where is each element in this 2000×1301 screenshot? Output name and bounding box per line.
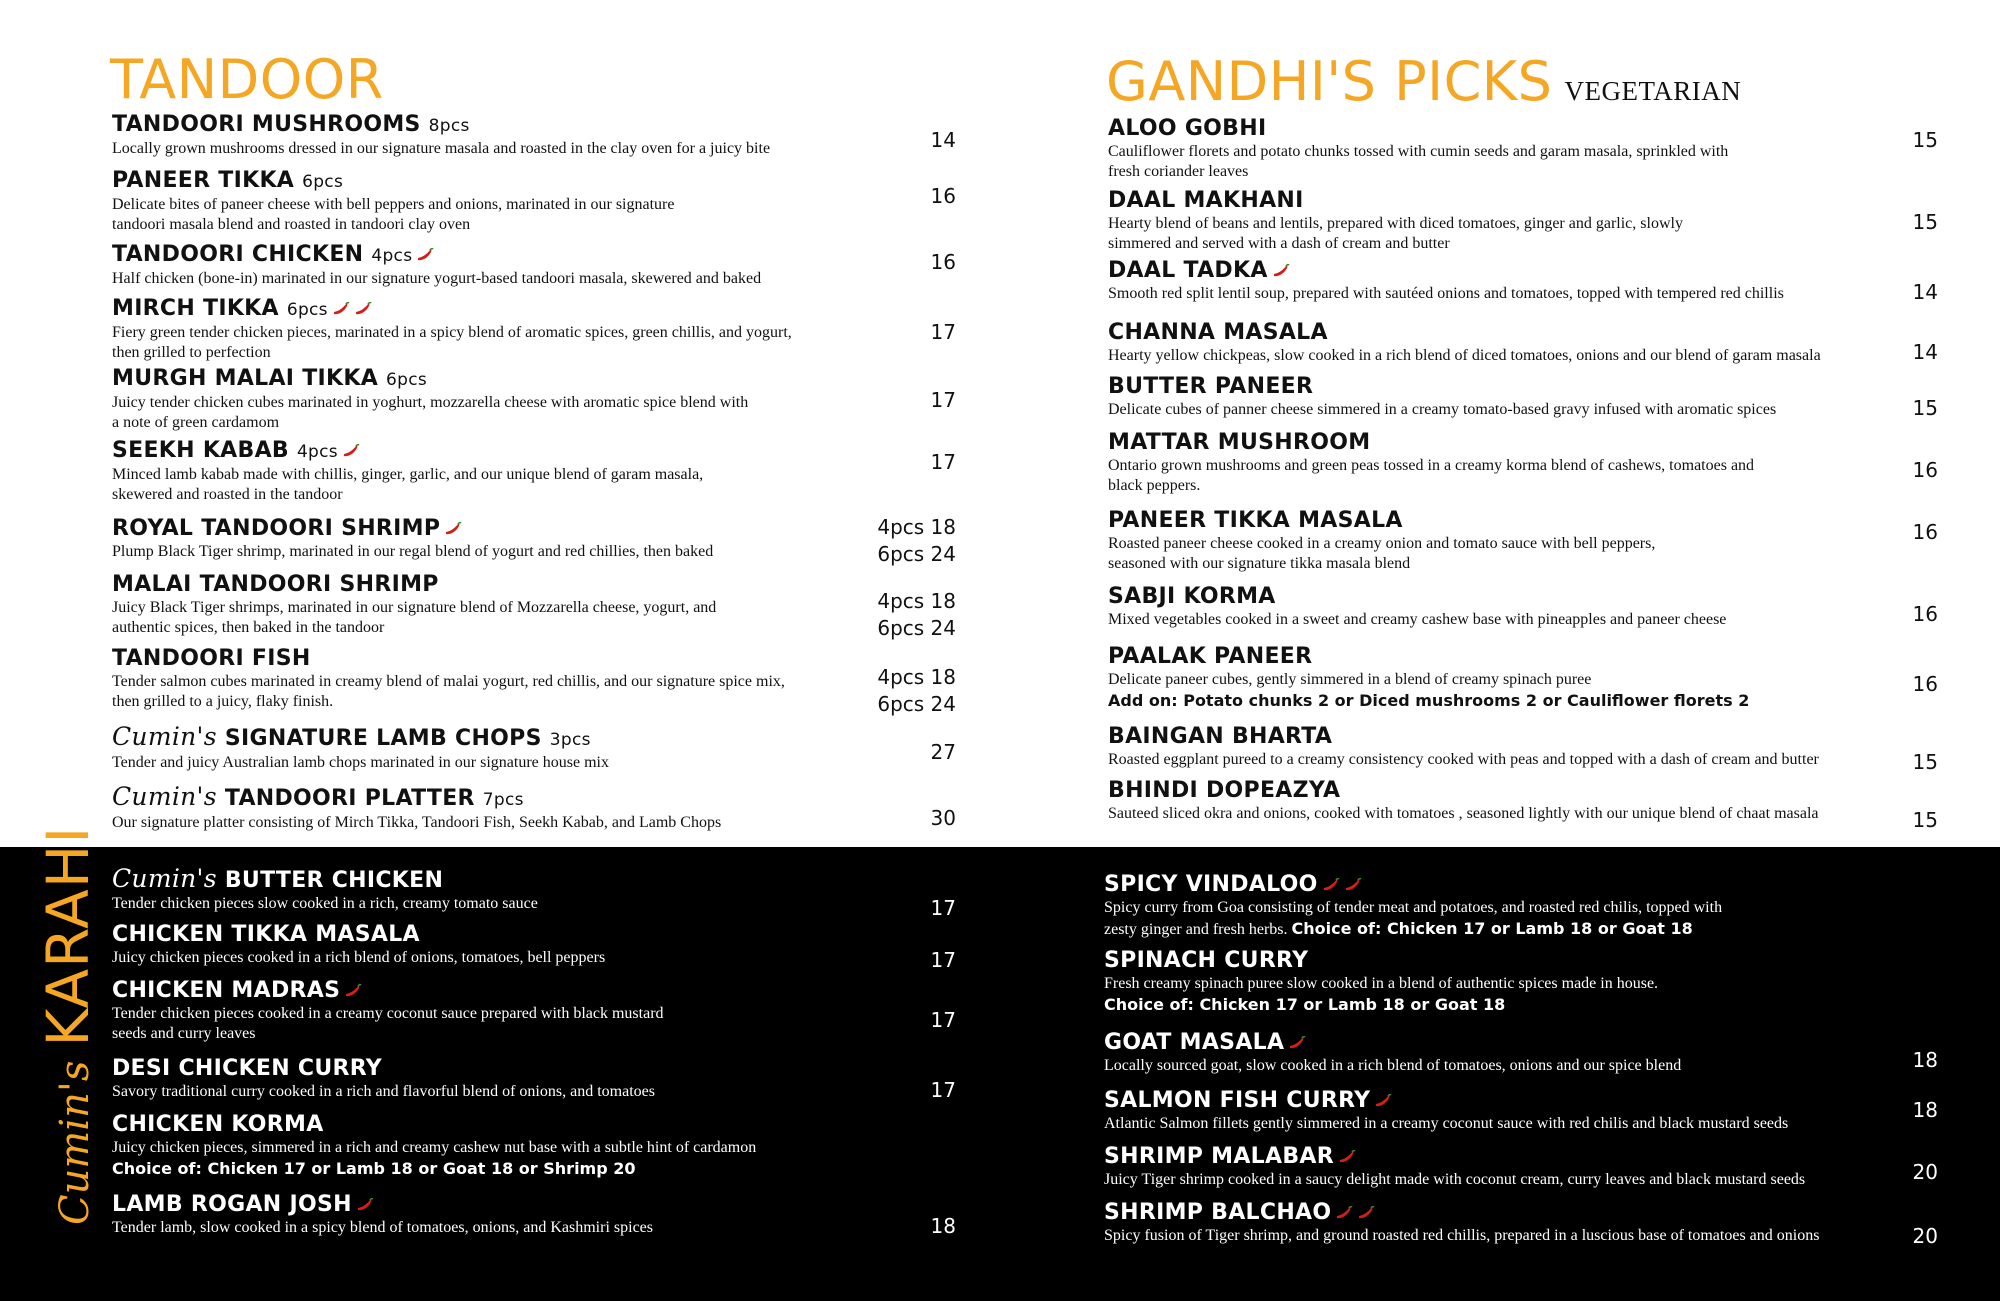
- item-description: Mixed vegetables cooked in a sweet and creamy cashew base with pineapples and paneer cheese: [1108, 611, 1727, 628]
- item-name-row: [112, 646, 872, 672]
- item-description: Roasted eggplant pureed to a creamy consistency cooked with peas and topped with a dash of cream and butter: [1108, 751, 1819, 768]
- item-description: Juicy tender chicken cubes marinated in yoghurt, mozzarella cheese with aromatic spice blend with: [112, 394, 749, 411]
- item-addon: Choice of: Chicken 17 or Lamb 18 or Goat 18 or Shrimp 20: [112, 1159, 636, 1178]
- menu-item: [1104, 948, 1894, 1016]
- item-price: 17: [930, 388, 956, 412]
- menu-item: [112, 168, 872, 235]
- item-price: 14: [1912, 340, 1938, 364]
- karahi-vertical-label: [34, 826, 102, 1225]
- item-description: Tender chicken pieces slow cooked in a rich, creamy tomato sauce: [112, 895, 538, 912]
- item-description: Tender chicken pieces cooked in a creamy coconut sauce prepared with black mustard: [112, 1005, 664, 1022]
- item-description: then grilled to a juicy, flaky finish.: [112, 693, 334, 710]
- item-price-option: 4pcs 18: [877, 589, 956, 613]
- item-description: Delicate paneer cubes, gently simmered in a blend of creamy spinach puree: [1108, 671, 1592, 688]
- item-name: SPINACH CURRY: [1104, 948, 1309, 973]
- item-name: DAAL MAKHANI: [1108, 188, 1304, 213]
- menu-item: [112, 242, 872, 289]
- item-quantity: 6pcs: [302, 172, 344, 192]
- item-name-row: [1108, 374, 1888, 400]
- item-price: 15: [1912, 808, 1938, 832]
- menu-item: [1108, 778, 1888, 824]
- item-name: TANDOORI CHICKEN: [112, 242, 364, 267]
- item-name: PAALAK PANEER: [1108, 644, 1313, 669]
- chili-pepper-icon: [342, 444, 360, 458]
- item-name: DESI CHICKEN CURRY: [112, 1056, 383, 1081]
- item-price: 16: [1912, 672, 1938, 696]
- item-price-options: [866, 588, 956, 642]
- item-name-row: [1104, 1144, 1894, 1170]
- gandhis-picks-heading: [1106, 50, 1741, 113]
- item-name-row: [112, 296, 872, 323]
- menu-item: [1108, 320, 1888, 366]
- item-price: 18: [930, 1214, 956, 1238]
- item-description: Our signature platter consisting of Mirch Tikka, Tandoori Fish, Seekh Kabab, and Lamb Chops: [112, 814, 722, 831]
- item-name-row: [1104, 1088, 1894, 1114]
- item-quantity: 3pcs: [549, 730, 591, 750]
- item-price: 27: [930, 740, 956, 764]
- item-description: Fiery green tender chicken pieces, marinated in a spicy blend of aromatic spices, green chillis, and yogurt,: [112, 324, 792, 341]
- item-price: 15: [1912, 750, 1938, 774]
- item-description: Fresh creamy spinach puree slow cooked in a blend of authentic spices made in house.: [1104, 975, 1659, 992]
- menu-item: [1104, 1200, 1894, 1246]
- item-name-row: [112, 724, 872, 753]
- menu-item: [1108, 644, 1888, 712]
- item-description: Atlantic Salmon fillets gently simmered in a creamy coconut sauce with red chilis and black mustard seeds: [1104, 1115, 1789, 1132]
- menu-item: [112, 1056, 872, 1102]
- menu-item: [1108, 508, 1888, 574]
- gandhis-picks-title: GANDHI'S PICKS: [1106, 50, 1553, 113]
- item-description: Minced lamb kabab made with chillis, ginger, garlic, and our unique blend of garam masala,: [112, 466, 704, 483]
- brand-script: Cumin's: [112, 722, 217, 751]
- item-name-row: [1108, 584, 1888, 610]
- item-description: fresh coriander leaves: [1108, 163, 1249, 180]
- item-name-row: [112, 438, 872, 465]
- item-quantity: 6pcs: [286, 300, 328, 320]
- item-name-row: [1108, 116, 1888, 142]
- chili-pepper-icon: [1322, 878, 1340, 892]
- item-description: Juicy Tiger shrimp cooked in a saucy delight made with coconut cream, curry leaves and black mustard seeds: [1104, 1171, 1806, 1188]
- item-description: tandoori masala blend and roasted in tandoori clay oven: [112, 216, 471, 233]
- item-name-row: [1108, 258, 1888, 284]
- item-description: simmered and served with a dash of cream and butter: [1108, 235, 1450, 252]
- item-name-row: [1108, 320, 1888, 346]
- item-description: seeds and curry leaves: [112, 1025, 256, 1042]
- item-name: TANDOORI MUSHROOMS: [112, 112, 421, 137]
- karahi-word: KARAHI: [34, 825, 102, 1047]
- chili-pepper-icon: [1272, 264, 1290, 278]
- item-description: zesty ginger and fresh herbs.: [1104, 921, 1288, 938]
- item-name-row: [1108, 508, 1888, 534]
- item-price: 16: [930, 250, 956, 274]
- item-name: MALAI TANDOORI SHRIMP: [112, 572, 439, 597]
- item-name-row: [112, 1192, 872, 1218]
- item-name: SALMON FISH CURRY: [1104, 1088, 1371, 1113]
- item-name: SHRIMP BALCHAO: [1104, 1200, 1332, 1225]
- item-price: 17: [930, 320, 956, 344]
- menu-item: [1108, 584, 1888, 630]
- menu-item: [112, 112, 872, 159]
- item-price: 15: [1912, 128, 1938, 152]
- item-name-row: [1104, 1200, 1894, 1226]
- chili-pepper-icon: [354, 302, 372, 316]
- item-description: a note of green cardamom: [112, 414, 280, 431]
- vegetarian-subheading: VEGETARIAN: [1564, 76, 1742, 106]
- item-description: Juicy Black Tiger shrimps, marinated in our signature blend of Mozzarella cheese, yogurt, and: [112, 599, 717, 616]
- menu-item: [1108, 116, 1888, 182]
- item-description: skewered and roasted in the tandoor: [112, 486, 343, 503]
- item-description: Cauliflower florets and potato chunks tossed with cumin seeds and garam masala, sprinkled with: [1108, 143, 1729, 160]
- chili-pepper-icon: [1335, 1206, 1353, 1220]
- menu-item: [1104, 1144, 1894, 1190]
- menu-item: [112, 866, 872, 914]
- karahi-brand: Cumin's: [52, 1060, 98, 1225]
- menu-item: [1108, 430, 1888, 496]
- item-description: then grilled to perfection: [112, 344, 271, 361]
- item-name: PANEER TIKKA: [112, 168, 295, 193]
- item-price: 20: [1912, 1160, 1938, 1184]
- menu-item: [112, 724, 872, 773]
- item-price: 17: [930, 450, 956, 474]
- item-name: SABJI KORMA: [1108, 584, 1276, 609]
- item-name: SIGNATURE LAMB CHOPS: [224, 726, 542, 751]
- item-name: BUTTER CHICKEN: [224, 868, 444, 893]
- chili-pepper-icon: [1344, 878, 1362, 892]
- chili-pepper-icon: [444, 522, 462, 536]
- item-price: 15: [1912, 210, 1938, 234]
- chili-pepper-icon: [416, 248, 434, 262]
- item-name: DAAL TADKA: [1108, 258, 1268, 283]
- menu-item: [112, 978, 872, 1044]
- item-name-row: [1108, 430, 1888, 456]
- item-price: 30: [930, 806, 956, 830]
- item-description: Delicate bites of paneer cheese with bell peppers and onions, marinated in our signature: [112, 196, 675, 213]
- item-name-row: [112, 366, 872, 393]
- item-name: MATTAR MUSHROOM: [1108, 430, 1371, 455]
- item-price: 17: [930, 948, 956, 972]
- item-name: BAINGAN BHARTA: [1108, 724, 1333, 749]
- item-name: GOAT MASALA: [1104, 1030, 1285, 1055]
- menu-item: [1104, 1030, 1894, 1076]
- menu-item: [1108, 258, 1888, 304]
- item-name: MURGH MALAI TIKKA: [112, 366, 379, 391]
- item-description: Smooth red split lentil soup, prepared with sautéed onions and tomatoes, topped with tempered red chillis: [1108, 285, 1784, 302]
- item-price: 16: [930, 184, 956, 208]
- item-description: Half chicken (bone-in) marinated in our signature yogurt-based tandoori masala, skewered and baked: [112, 270, 762, 287]
- item-name: CHICKEN TIKKA MASALA: [112, 922, 420, 947]
- menu-item: [1108, 188, 1888, 254]
- item-price-options: [866, 664, 956, 718]
- item-name-row: [112, 572, 872, 598]
- brand-script: Cumin's: [112, 864, 217, 893]
- item-name-row: [1104, 872, 1894, 898]
- item-name: LAMB ROGAN JOSH: [112, 1192, 352, 1217]
- menu-item: [112, 1112, 872, 1180]
- item-price: 20: [1912, 1224, 1938, 1248]
- item-name: SHRIMP MALABAR: [1104, 1144, 1334, 1169]
- item-quantity: 6pcs: [386, 370, 428, 390]
- item-price: 16: [1912, 458, 1938, 482]
- item-description: Locally sourced goat, slow cooked in a rich blend of tomatoes, onions and our spice blend: [1104, 1057, 1682, 1074]
- item-description: Spicy fusion of Tiger shrimp, and ground roasted red chillis, prepared in a luscious base of tomatoes and onions: [1104, 1227, 1820, 1244]
- menu-item: [112, 922, 872, 968]
- item-choice: Choice of: Chicken 17 or Lamb 18 or Goat 18: [1291, 919, 1693, 938]
- item-description: Locally grown mushrooms dressed in our signature masala and roasted in the clay oven for a juicy bite: [112, 140, 771, 157]
- chili-pepper-icon: [1288, 1036, 1306, 1050]
- item-name-row: [112, 242, 872, 269]
- item-name: CHICKEN MADRAS: [112, 978, 341, 1003]
- item-name-row: [112, 922, 872, 948]
- menu-item: [1104, 1088, 1894, 1134]
- item-name: SEEKH KABAB: [112, 438, 289, 463]
- item-addon: Choice of: Chicken 17 or Lamb 18 or Goat 18: [1104, 995, 1506, 1014]
- item-name: MIRCH TIKKA: [112, 296, 279, 321]
- item-price-option: 6pcs 24: [877, 542, 956, 566]
- item-description: Ontario grown mushrooms and green peas tossed in a creamy korma blend of cashews, tomatoes and: [1108, 457, 1755, 474]
- item-description: Juicy chicken pieces, simmered in a rich and creamy cashew nut base with a subtle hint of cardamon: [112, 1139, 757, 1156]
- item-price: 18: [1912, 1048, 1938, 1072]
- menu-item: [1108, 374, 1888, 420]
- item-price: 16: [1912, 520, 1938, 544]
- menu-item: [112, 516, 872, 562]
- item-name-row: [112, 516, 872, 542]
- item-name-row: [112, 978, 872, 1004]
- item-price: 15: [1912, 396, 1938, 420]
- menu-item: [112, 646, 872, 712]
- item-name-row: [112, 112, 872, 139]
- item-name-row: [1104, 948, 1894, 974]
- chili-pepper-icon: [356, 1198, 374, 1212]
- chili-pepper-icon: [1338, 1150, 1356, 1164]
- item-price: 18: [1912, 1098, 1938, 1122]
- item-name-row: [112, 168, 872, 195]
- item-description: Hearty blend of beans and lentils, prepared with diced tomatoes, ginger and garlic, slowly: [1108, 215, 1683, 232]
- item-price: 14: [1912, 280, 1938, 304]
- item-name: PANEER TIKKA MASALA: [1108, 508, 1403, 533]
- item-name-row: [112, 784, 872, 813]
- item-name-row: [112, 1112, 872, 1138]
- item-price: 17: [930, 896, 956, 920]
- item-description: Savory traditional curry cooked in a rich and flavorful blend of onions, and tomatoes: [112, 1083, 655, 1100]
- item-price-option: 4pcs 18: [877, 515, 956, 539]
- menu-item: [1108, 724, 1888, 770]
- item-description-tail: [1104, 918, 1894, 940]
- item-description: Spicy curry from Goa consisting of tender meat and potatoes, and roasted red chilis, topped with: [1104, 899, 1723, 916]
- menu-item: [1104, 872, 1894, 940]
- chili-pepper-icon: [332, 302, 350, 316]
- item-price-option: 4pcs 18: [877, 665, 956, 689]
- menu-item: [112, 784, 872, 833]
- item-addon: Add on: Potato chunks 2 or Diced mushrooms 2 or Cauliflower florets 2: [1108, 691, 1750, 710]
- item-quantity: 7pcs: [482, 790, 524, 810]
- item-quantity: 4pcs: [371, 246, 413, 266]
- item-name-row: [1108, 644, 1888, 670]
- item-name-row: [1108, 778, 1888, 804]
- menu-item: [112, 366, 872, 433]
- item-description: Delicate cubes of panner cheese simmered in a creamy tomato-based gravy infused with aromatic spices: [1108, 401, 1777, 418]
- item-name-row: [1108, 724, 1888, 750]
- menu-item: [112, 438, 872, 505]
- chili-pepper-icon: [344, 984, 362, 998]
- item-price: 17: [930, 1078, 956, 1102]
- chili-pepper-icon: [1357, 1206, 1375, 1220]
- item-description: Tender and juicy Australian lamb chops marinated in our signature house mix: [112, 754, 609, 771]
- item-name: SPICY VINDALOO: [1104, 872, 1318, 897]
- item-name-row: [1108, 188, 1888, 214]
- item-description: Juicy chicken pieces cooked in a rich blend of onions, tomatoes, bell peppers: [112, 949, 606, 966]
- item-name: CHANNA MASALA: [1108, 320, 1328, 345]
- item-name: BHINDI DOPEAZYA: [1108, 778, 1341, 803]
- item-name-row: [112, 1056, 872, 1082]
- tandoor-heading: TANDOOR: [110, 48, 384, 111]
- menu-item: [112, 572, 872, 638]
- item-description: authentic spices, then baked in the tandoor: [112, 619, 385, 636]
- item-quantity: 4pcs: [296, 442, 338, 462]
- item-name: ALOO GOBHI: [1108, 116, 1267, 141]
- item-price: 17: [930, 1008, 956, 1032]
- menu-item: [112, 296, 872, 363]
- item-description: black peppers.: [1108, 477, 1201, 494]
- item-description: Tender salmon cubes marinated in creamy blend of malai yogurt, red chillis, and our signature spice mix,: [112, 673, 785, 690]
- item-name: CHICKEN KORMA: [112, 1112, 324, 1137]
- item-description: Tender lamb, slow cooked in a spicy blend of tomatoes, onions, and Kashmiri spices: [112, 1219, 653, 1236]
- item-description: Hearty yellow chickpeas, slow cooked in a rich blend of diced tomatoes, onions and our blend of garam masala: [1108, 347, 1821, 364]
- item-name-row: [112, 866, 872, 894]
- item-name: TANDOORI FISH: [112, 646, 311, 671]
- item-price-option: 6pcs 24: [877, 692, 956, 716]
- item-description: Roasted paneer cheese cooked in a creamy onion and tomato sauce with bell peppers,: [1108, 535, 1656, 552]
- item-price: 14: [930, 128, 956, 152]
- item-description: Sauteed sliced okra and onions, cooked with tomatoes , seasoned lightly with our unique blend of chaat masala: [1108, 805, 1819, 822]
- item-price-options: [866, 514, 956, 568]
- item-quantity: 8pcs: [428, 116, 470, 136]
- item-name: ROYAL TANDOORI SHRIMP: [112, 516, 441, 541]
- item-price: 16: [1912, 602, 1938, 626]
- item-name: TANDOORI PLATTER: [224, 786, 475, 811]
- menu-item: [112, 1192, 872, 1238]
- item-name: BUTTER PANEER: [1108, 374, 1314, 399]
- brand-script: Cumin's: [112, 782, 217, 811]
- chili-pepper-icon: [1374, 1094, 1392, 1108]
- item-price-option: 6pcs 24: [877, 616, 956, 640]
- item-description: seasoned with our signature tikka masala blend: [1108, 555, 1411, 572]
- item-description: Plump Black Tiger shrimp, marinated in our regal blend of yogurt and red chillies, then baked: [112, 543, 714, 560]
- item-name-row: [1104, 1030, 1894, 1056]
